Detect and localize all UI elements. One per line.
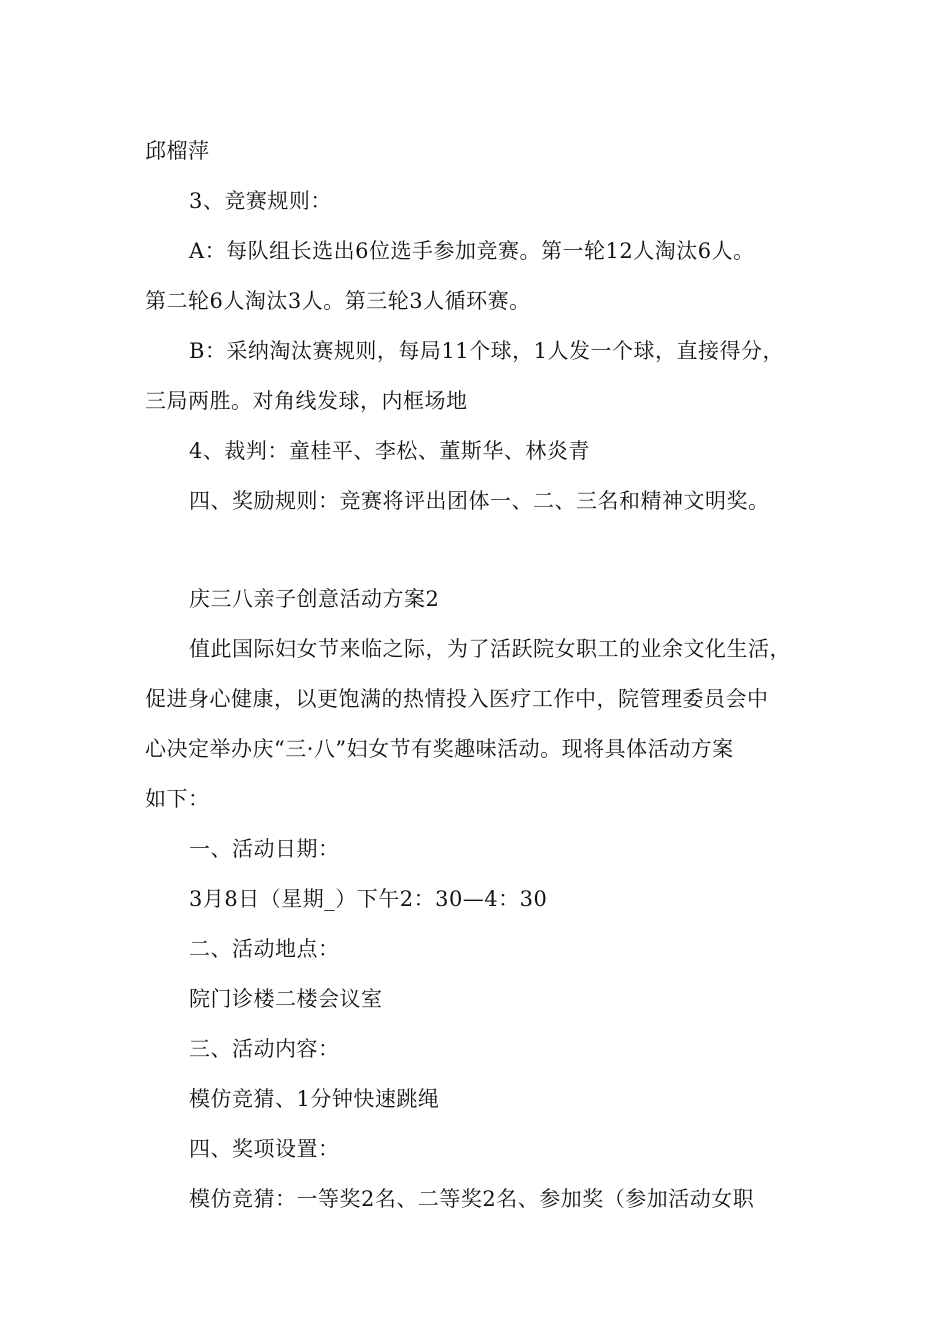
text-line: 如下： [145,787,210,811]
text-line: 促进身心健康，以更饱满的热情投入医疗工作中，院管理委员会中 [145,687,769,711]
text-line: B：采纳淘汰赛规则，每局11个球，1人发一个球，直接得分， [189,339,785,363]
text-line: A：每队组长选出6位选手参加竞赛。第一轮12人淘汰6人。 [189,239,755,263]
text-line: 二、活动地点： [189,937,340,961]
text-line: 四、奖项设置： [189,1137,340,1161]
text-line: 三、活动内容： [189,1037,340,1061]
text-line: 心决定举办庆“三·八”妇女节有奖趣味活动。现将具体活动方案 [145,737,734,761]
text-line: 模仿竞猜、1分钟快速跳绳 [189,1087,440,1111]
text-line: 4、裁判：童桂平、李松、董斯华、林炎青 [189,439,590,463]
text-line: 三局两胜。对角线发球，内框场地 [145,389,468,413]
text-line: 邱榴萍 [145,139,210,163]
text-line: 院门诊楼二楼会议室 [189,987,383,1011]
text-line: 3月8日（星期_）下午2：30—4：30 [189,887,548,911]
text-line: 3、竞赛规则： [189,189,332,213]
section-title: 庆三八亲子创意活动方案2 [189,587,440,611]
text-line: 一、活动日期： [189,837,340,861]
text-line: 四、奖励规则：竞赛将评出团体一、二、三名和精神文明奖。 [189,489,770,513]
text-line: 值此国际妇女节来临之际，为了活跃院女职工的业余文化生活， [189,637,791,661]
text-line: 第二轮6人淘汰3人。第三轮3人循环赛。 [145,289,531,313]
text-line: 模仿竞猜：一等奖2名、二等奖2名、参加奖（参加活动女职 [189,1187,755,1211]
